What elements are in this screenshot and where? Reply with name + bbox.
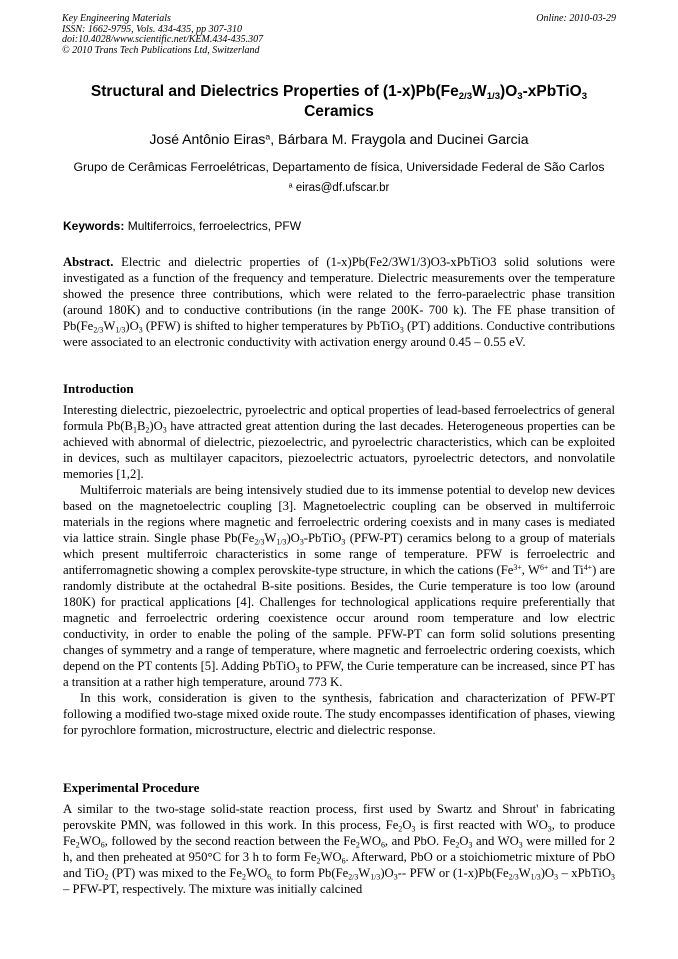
exp-paragraph-1: A similar to the two-stage solid-state reaction process, first used by Swartz and Shrout' in fabricating perovskite PMN, was followed in this work. In this process, $Fe_2O_3$ is first reacted with $WO_3$, to produce $Fe_2WO_6$, followed by the second reaction between the $Fe_2WO_6$, and PbO. $Fe_2O_3$ and $WO_3$ were milled for 2 h, and then preheated at 950°C for 3 h to form $Fe_2WO_6$. Afterward, PbO or a stoichiometric mixture of PbO and TiO$_2$ (PT) was mixed to the $Fe_2WO_{6,}$ to form $Pb(Fe_{2/3}W_{1/3})O_3--$ PFW or $(1-x)Pb(Fe_{2/3}W_{1/3})O_3$ – xPbTiO$_3$ – PFW-PT, respectively. The mixture was initially calcined: [63, 802, 615, 896]
journal-header: [62, 14, 616, 56]
experimental-body: [63, 801, 615, 897]
doi-line: doi:10.4028/www.scientific.net/KEM.434-435.307: [62, 34, 264, 45]
intro-paragraph-3: In this work, consideration is given to the synthesis, fabrication and characterization of PFW-PT following a modified two-stage mixed oxide route. The study encompasses identification of phases, viewing for pyrochlore formation, microstructure, electric and dielectric response.: [63, 691, 615, 737]
affiliation: Grupo de Cerâmicas Ferroelétricas, Departamento de física, Universidade Federal de São Carlos: [73, 160, 605, 174]
intro-paragraph-1: Interesting dielectric, piezoelectric, pyroelectric and optical properties of lead-based ferroelectrics of general formula $Pb(B_1B_2)O_3$ have attracted great attention during the last decades. Heterogeneous properties can be achieved with abnormal of dielectric, piezoelectric, and pyroelectric characteristics, which can be exploited in devices, such as multilayer capacitors, piezoelectric actuators, pyroelectric detectors, and nonvolatile memories [1,2].: [63, 403, 615, 481]
online-date: Online: 2010-03-29: [536, 13, 616, 24]
intro-paragraph-2: Multiferroic materials are being intensively studied due to its immense potential to develop new devices based on the magnetoelectric coupling [3]. Magnetoelectric coupling can be observed in multiferroic materials in the regions where magnetic and ferroelectric ordering coexists and in many cases is mediated via lattice strain. Single phase $Pb(Fe_{2/3}W_{1/3})O_3-PbTiO_3$ (PFW-PT) ceramics belong to a group of materials which present multiferroic characteristics in some range of temperature. PFW is ferroelectric and antiferromagnetic showing a complex perovskite-type structure, in which the cations ($Fe^{3+}$, $W^{6+}$ and $Ti^{4+}$) are randomly distribute at the octahedral B-site positions. Besides, the Curie temperature is too low (around 180K) for practical applications [4]. Challenges for technological applications require preferentially that magnetic and ferroelectric ordering coexistence occur around room temperature and low electric conductivity, in order to enable the poling of the sample. PFW-PT can form solid solutions presenting changes of symmetry and a range of temperature, where magnetic and ferroelectric ordering coexists, which depend on the PT contents [5]. Adding PbTiO$_3$ to PFW, the Curie temperature can be increased, since PT has a transition at a rather high temperature, around 773 K.: [63, 483, 616, 689]
copyright-line: © 2010 Trans Tech Publications Ltd, Switzerland: [62, 44, 260, 56]
issn-line: ISSN: 1662-9795, Vols. 434-435, pp 307-310: [62, 23, 242, 35]
journal-name: Key Engineering Materials: [62, 13, 171, 24]
experimental-heading: Experimental Procedure: [63, 780, 200, 795]
author-list: José Antônio Eiras$^a$, Bárbara M. Fraygola and Ducinei Garcia: [149, 131, 529, 147]
abstract: Abstract. Electric and dielectric properties of (1-x)Pb(Fe2/3W1/3)O3-xPbTiO3 solid solutions were investigated as a function of the frequency and temperature. Dielectric measurements over the temperature showed the presence three contributions, which were related to the ferro-paraelectric phase transition (around 180K) and to conductive contributions (in the range 200K- 700 k). The FE phase transition of $Pb(Fe_{2/3}W_{1/3})O_3$ (PFW) is shifted to higher temperatures by PbTiO$_3$ (PT) additions. Conductive contributions were associated to an electronic conductivity with activation energy around 0.45 – 0.55 eV.: [63, 255, 615, 349]
introduction-heading: Introduction: [63, 381, 134, 396]
paper-title: Structural and Dielectrics Properties of $(1-x)Pb(Fe_{2/3}W_{1/3})O_3-xPbTiO_3$ Ceramics: [90, 83, 588, 120]
author-email: $^a$ eiras@df.ufscar.br: [288, 181, 390, 194]
introduction-body: [63, 402, 615, 738]
keywords: Keywords: Multiferroics, ferroelectrics, PFW: [63, 219, 302, 233]
